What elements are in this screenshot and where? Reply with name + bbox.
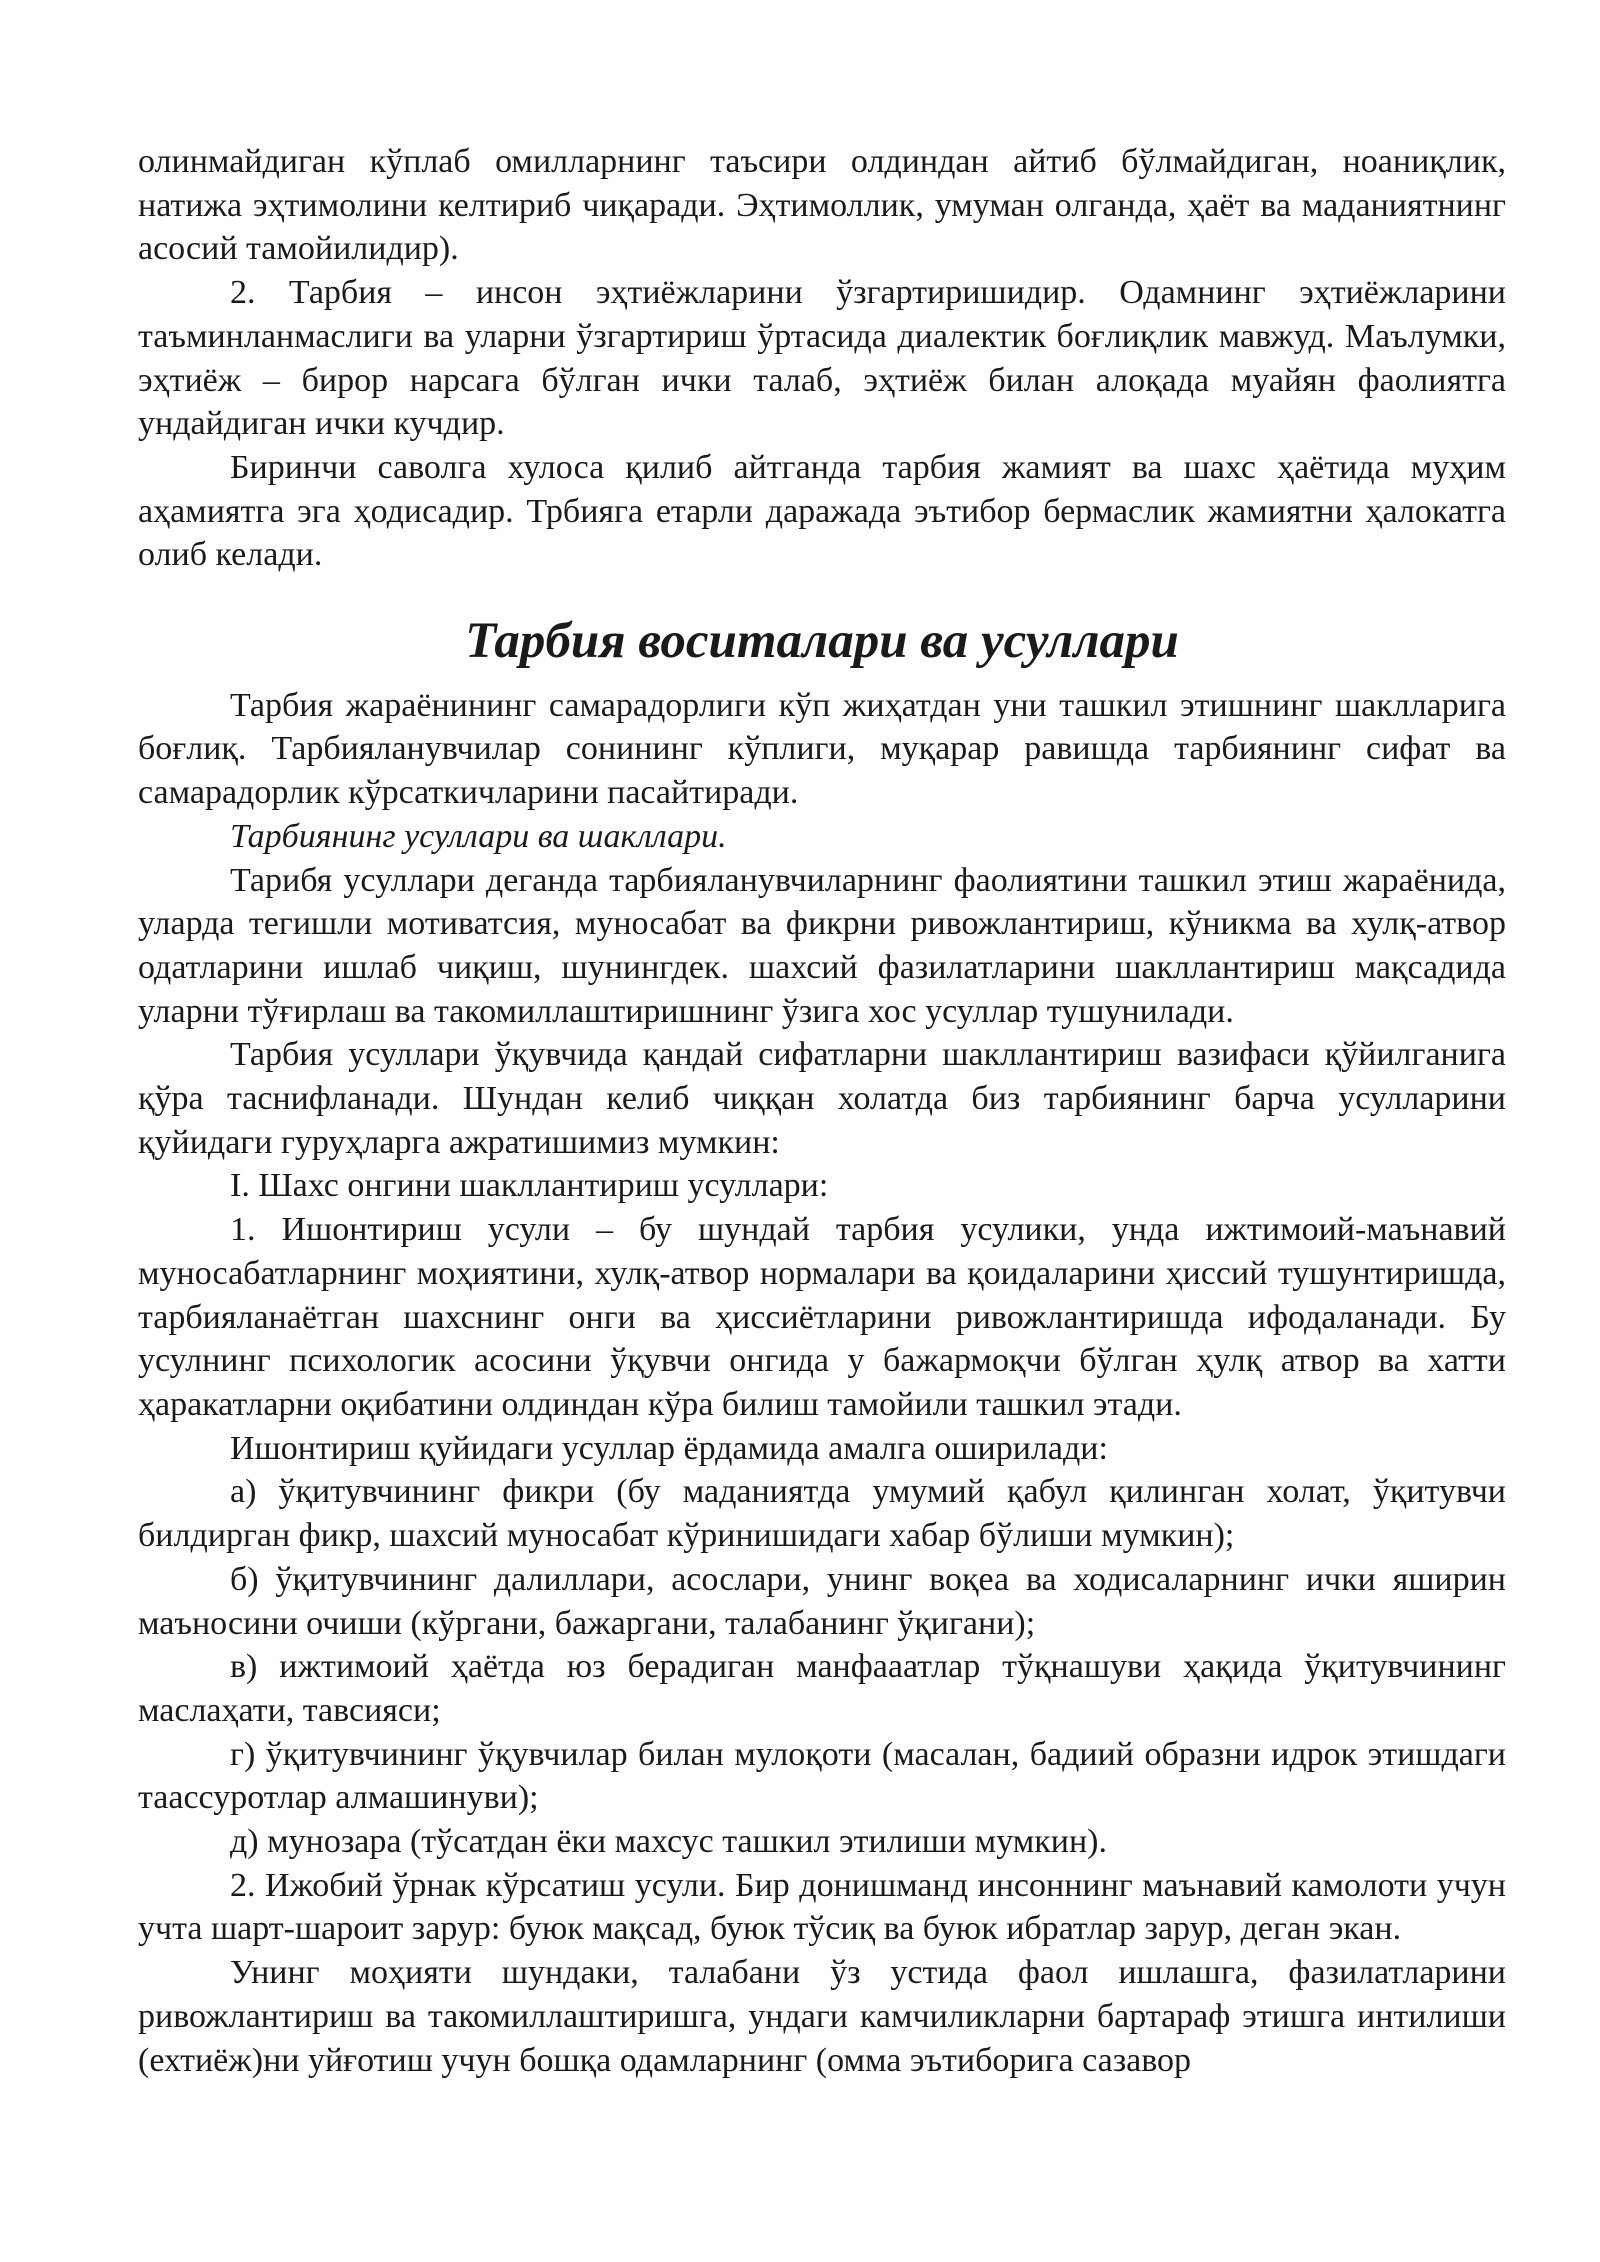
- list-item-v: в) ижтимоий ҳаётда юз берадиган манфааатлар тўқнашуви ҳақида ўқитувчининг маслаҳати, тавсияси;: [138, 1648, 1506, 1729]
- list-item-g: г) ўқитувчининг ўқувчилар билан мулоқоти (масалан, бадиий образни идрок этишдаги таассуротлар алмашинуви);: [138, 1735, 1506, 1817]
- document-page: [138, 140, 1506, 2082]
- paragraph-classification: Тарбия усуллари ўқувчида қандай сифатларни шакллантириш вазифаси қўйилганига қўра таснифланади. Шундан келиб чиққан холатда биз тарбиянинг барча усулларини қуйидаги гуруҳларга ажратишимиз мумкин:: [138, 1036, 1506, 1161]
- paragraph-persuasion: 1. Ишонтириш усули – бу шундай тарбия усулики, унда ижтимоий-маънавий муносабатларнинг моҳиятини, хулқ-атвор нормалари ва қоидаларини ҳиссий тушунтиришда, тарбияланаётган шахснинг онги ва ҳиссиётларини ривожлантиришда ифодаланади. Бу усулнинг психологик асосини ўқувчи онгида у бажармоқчи бўлган ҳулқ атвор ва хатти ҳаракатларни оқибатини олдиндан кўра билиш тамойили ташкил этади.: [138, 1211, 1506, 1423]
- section-heading: Тарбия воситалари ва усуллари: [465, 613, 1179, 670]
- list-item-d: д) мунозара (тўсатдан ёки махсус ташкил этилиши мумкин).: [230, 1823, 1107, 1861]
- paragraph-effectiveness: Тарбия жараёнининг самарадорлиги кўп жиҳатдан уни ташкил этишнинг шаклларига боғлиқ. Тарбияланувчилар сонининг кўплиги, муқарар равишда тарбиянинг сифат ва самарадорлик кўрсаткичларини пасайтиради.: [138, 686, 1506, 812]
- paragraph-methods-definition: Тарибя усуллари деганда тарбияланувчиларнинг фаолиятини ташкил этиш жараёнида, уларда тегишли мотиватсия, муносабат ва фикрни ривожлантириш, кўникма ва хулқ-атвор одатларини ишлаб чиқиш, шунингдек. шахсий фазилатларини шакллантириш мақсадида уларни тўғирлаш ва такомиллаштиришнинг ўзига хос усуллар тушунилади.: [138, 861, 1506, 1030]
- paragraph-positive-example: 2. Ижобий ўрнак кўрсатиш усули. Бир донишманд инсоннинг маънавий камолоти учун учта шарт-шароит зарур: буюк мақсад, буюк тўсиқ ва буюк ибратлар зарур, деган экан.: [138, 1866, 1506, 1948]
- paragraph-essence: Унинг моҳияти шундаки, талабани ўз устида фаол ишлашга, фазилатларини ривожлантириш ва такомиллаштиришга, ундаги камчиликларни бартараф этишга интилиши (ехтиёж)ни уйғотиш учун бошқа одамларнинг (омма эътиборига сазавор: [138, 1954, 1506, 2079]
- paragraph-needs: 2. Тарбия – инсон эҳтиёжларини ўзгартиришидир. Одамнинг эҳтиёжларини таъминланмаслиги ва уларни ўзгартириш ўртасида диалектик боғлиқлик мавжуд. Маълумки, эҳтиёж – бирор нарсага бўлган ички талаб, эҳтиёж билан алоқада муайян фаолиятга ундайдиган ички кучдир.: [138, 274, 1506, 443]
- paragraph-persuasion-means: Ишонтириш қуйидаги усуллар ёрдамида амалга оширилади:: [230, 1429, 1108, 1467]
- paragraph-conclusion: Биринчи саволга хулоса қилиб айтганда тарбия жамият ва шахс ҳаётида муҳим аҳамиятга эга ҳодисадир. Трбияга етарли даражада эътибор бермаслик жамиятни ҳалокатга олиб келади.: [138, 448, 1506, 574]
- list-heading-group-1: I. Шахс онгини шакллантириш усуллари:: [230, 1167, 829, 1205]
- subheading-methods-forms: Тарбиянинг усуллари ва шакллари.: [230, 817, 727, 855]
- list-item-a: а) ўқитувчининг фикри (бу маданиятда умумий қабул қилинган холат, ўқитувчи билдирган фикр, шахсий муносабат кўринишидаги хабар бўлиши мумкин);: [138, 1473, 1506, 1555]
- list-item-b: б) ўқитувчининг далиллари, асослари, унинг воқеа ва ходисаларнинг ички яширин маъносини очиши (кўргани, бажаргани, талабанинг ўқигани);: [138, 1560, 1506, 1642]
- paragraph-continuation: олинмайдиган кўплаб омилларнинг таъсири олдиндан айтиб бўлмайдиган, ноаниқлик, натижа эҳтимолини келтириб чиқаради. Эҳтимоллик, умуман олганда, ҳаёт ва маданиятнинг асосий тамойилидир).: [138, 143, 1506, 268]
